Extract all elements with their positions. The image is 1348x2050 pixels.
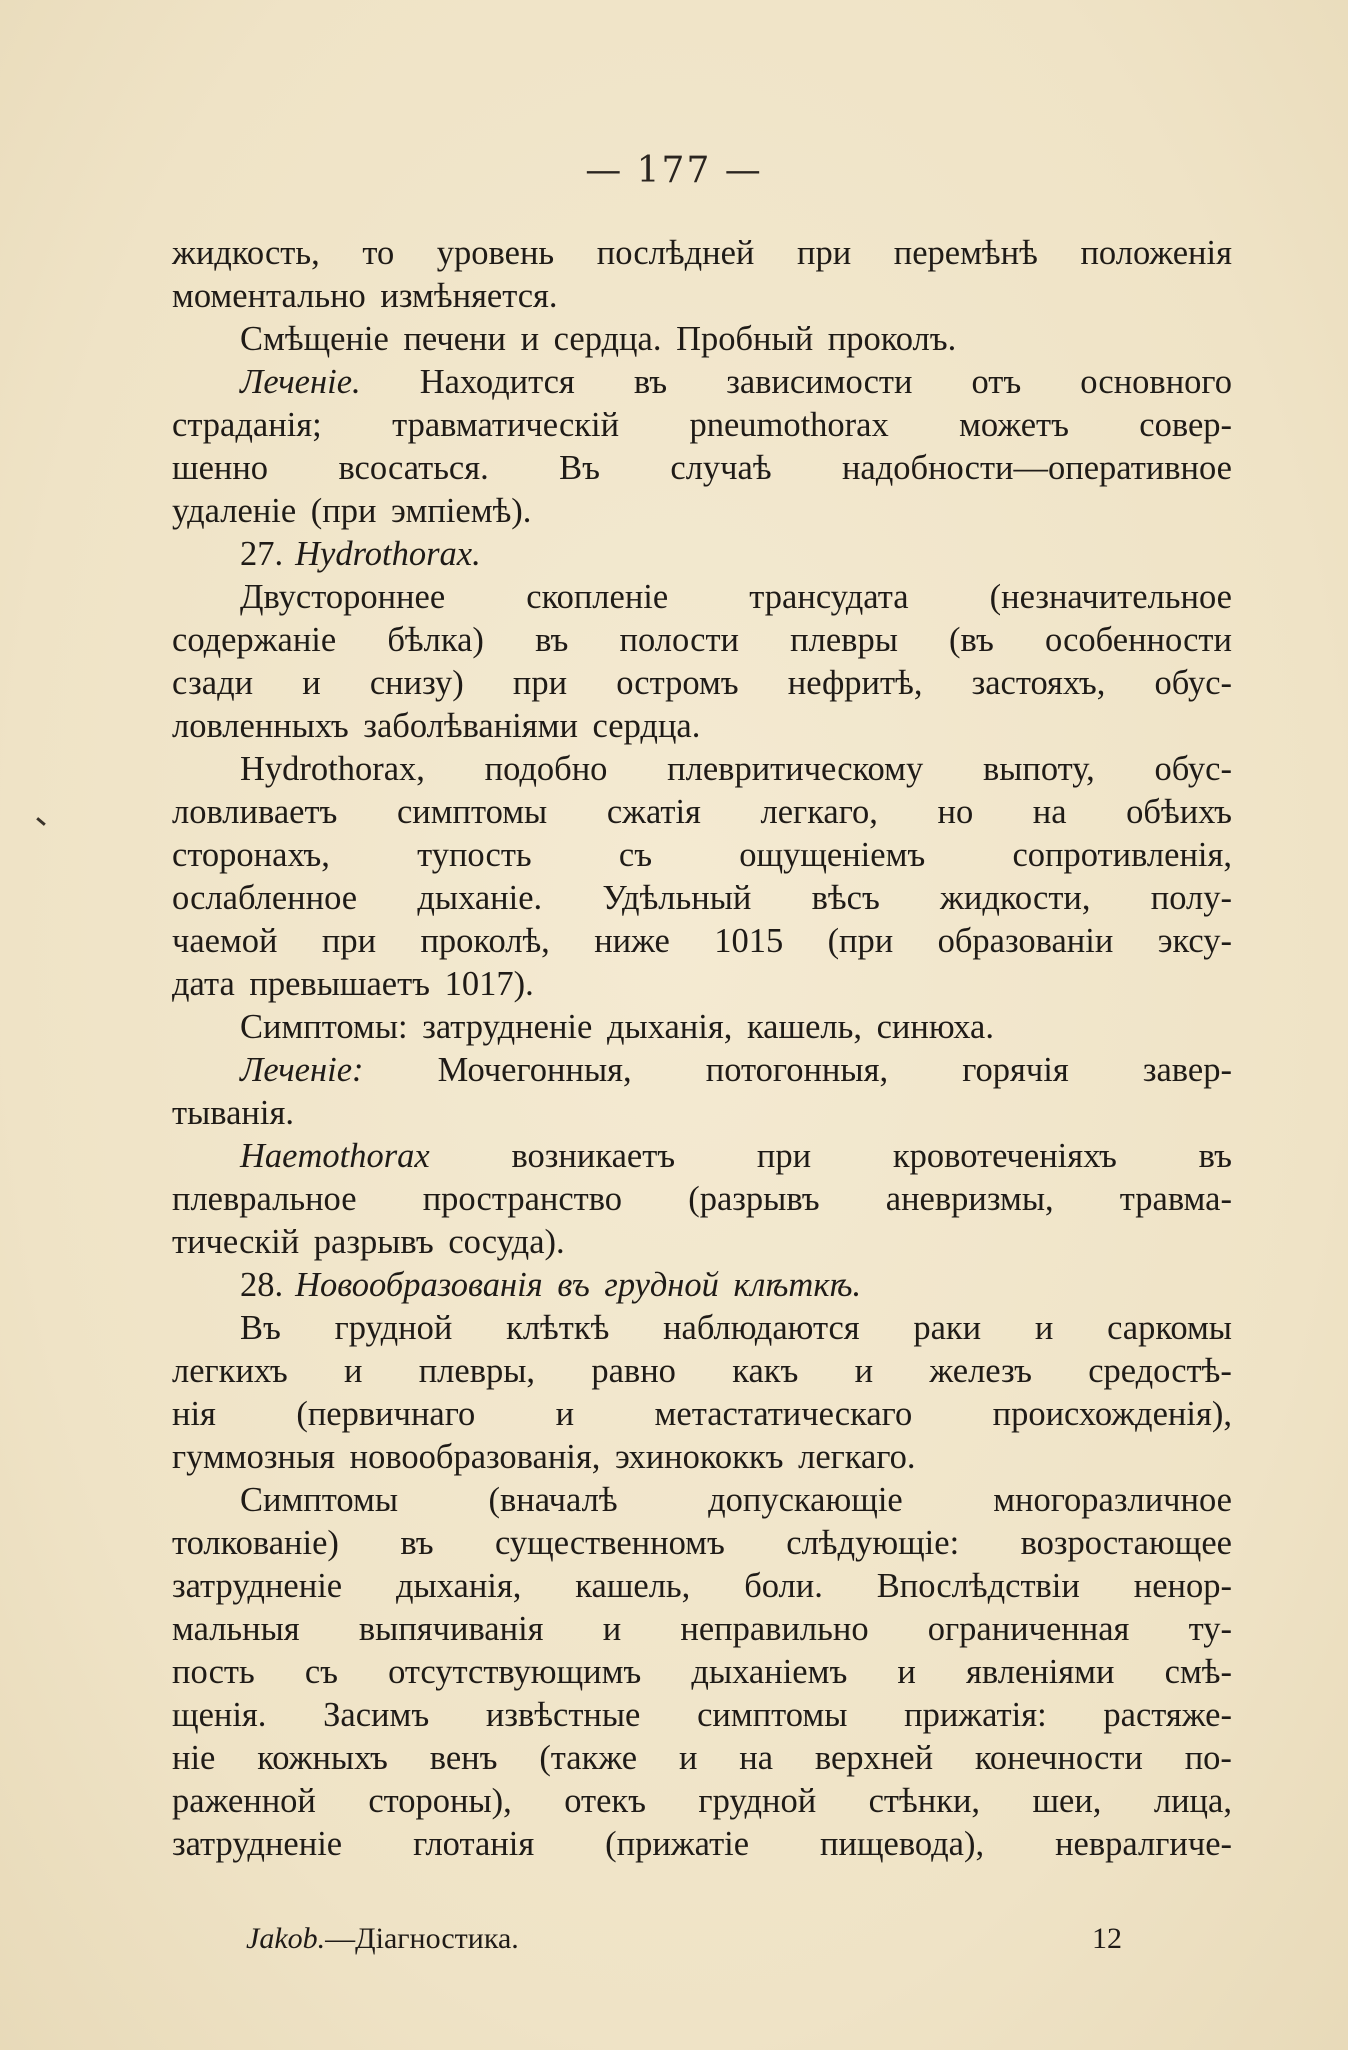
word: дыханіе. [417, 879, 543, 917]
text-line [172, 1780, 1232, 1823]
italic-text: Hydrothorax. [295, 535, 481, 573]
word: жидкости, [940, 879, 1091, 917]
word: въ [400, 1524, 434, 1562]
word: симптомы [697, 1696, 848, 1734]
word: въ [535, 621, 569, 659]
word: плевры, [418, 1352, 536, 1390]
word: прижатія: [904, 1696, 1047, 1734]
word: лица, [1153, 1782, 1232, 1820]
word: многоразличное [993, 1481, 1232, 1519]
word: симптомы [396, 793, 548, 831]
word: сторонахъ, [172, 836, 330, 874]
text-line [172, 662, 1232, 705]
word: случаѣ [670, 449, 772, 487]
word: явленіями [966, 1653, 1115, 1691]
word: по- [1184, 1739, 1232, 1777]
word: стѣнки, [868, 1782, 981, 1820]
word: травматическій [392, 406, 620, 444]
word: надобности—оперативное [841, 449, 1232, 487]
word: возростающее [1020, 1524, 1232, 1562]
word: и [897, 1653, 916, 1691]
word: равно [591, 1352, 676, 1390]
word: ненор- [1133, 1567, 1232, 1605]
word: толкованіе) [172, 1524, 339, 1562]
text-line [172, 1350, 1232, 1393]
word: дыханія, [396, 1567, 522, 1605]
word: саркомы [1107, 1309, 1232, 1347]
word: и [854, 1352, 874, 1390]
word: но [937, 793, 974, 831]
word: особенности [1044, 621, 1232, 659]
word: послѣдней [596, 234, 755, 272]
word: Hydrothorax, [240, 750, 425, 788]
word: скопленіе [526, 578, 669, 616]
word: бѣлка) [387, 621, 484, 659]
word: (разрывъ [688, 1180, 820, 1218]
word: допускающіе [708, 1481, 903, 1519]
word: затрудненіе [172, 1567, 343, 1605]
word: травма- [1119, 1180, 1232, 1218]
word: средостѣ- [1088, 1352, 1232, 1390]
word: (въ [949, 621, 994, 659]
word: при [321, 922, 377, 960]
word: мальныя [172, 1610, 300, 1648]
word: снизу) [369, 664, 464, 702]
word: ловливаетъ [172, 793, 338, 831]
word: смѣ- [1164, 1653, 1232, 1691]
word: легкаго, [760, 793, 878, 831]
word: горячія [962, 1051, 1069, 1089]
word: сзади [172, 664, 254, 702]
word: (незначительное [989, 578, 1232, 616]
word: (прижатіе [605, 1825, 750, 1863]
text-line [172, 1264, 1232, 1307]
word: ослабленное [172, 879, 358, 917]
word: конечности [974, 1739, 1143, 1777]
word: образованіи [937, 922, 1114, 960]
word: съ [304, 1653, 338, 1691]
line-text: моментально измѣняется. [172, 277, 558, 315]
running-footer [246, 1922, 519, 1956]
word: съ [618, 836, 653, 874]
word: отекъ [564, 1782, 646, 1820]
line-text: Симптомы: затрудненіе дыханія, кашель, синюха. [240, 1008, 994, 1046]
word: дыханіемъ [691, 1653, 848, 1691]
word: шенно [172, 449, 269, 487]
word: всосаться. [338, 449, 489, 487]
ink-speck [36, 817, 46, 826]
word: сопротивленія, [1012, 836, 1232, 874]
word: Въ [240, 1309, 281, 1347]
word: потогонныя, [705, 1051, 889, 1089]
word: подобно [484, 750, 608, 788]
text-line [172, 1178, 1232, 1221]
word: ниже [594, 922, 670, 960]
word: растяже- [1103, 1696, 1232, 1734]
italic-text: Леченіе: [240, 1051, 364, 1089]
word: Удѣльный [602, 879, 752, 917]
word: верхней [814, 1739, 934, 1777]
word: 1015 [714, 922, 784, 960]
italic-text: Haemothorax [240, 1137, 430, 1175]
word: обѣихъ [1126, 793, 1232, 831]
word: Въ [559, 449, 600, 487]
word: полу- [1150, 879, 1232, 917]
word: затрудненіе [172, 1825, 343, 1863]
line-text: дата превышаетъ 1017). [172, 965, 534, 1003]
text-line [172, 404, 1232, 447]
word: (первичнаго [296, 1395, 476, 1433]
footer-title: —Діагностика. [325, 1922, 519, 1955]
italic-text: Леченіе. [240, 363, 361, 401]
word: въ [1198, 1137, 1232, 1175]
text-line [172, 1565, 1232, 1608]
word: нефритѣ, [787, 664, 923, 702]
text-line [172, 920, 1232, 963]
text-line [172, 447, 1232, 490]
word: нія [172, 1395, 216, 1433]
word: плевральное [172, 1180, 357, 1218]
word: кожныхъ [257, 1739, 388, 1777]
word: глотанія [413, 1825, 535, 1863]
footer-author: Jakob. [246, 1922, 326, 1955]
word: щенія. [172, 1696, 267, 1734]
word: грудной [334, 1309, 453, 1347]
text-line [172, 1694, 1232, 1737]
text-line [172, 1436, 1232, 1479]
word: остромъ [616, 664, 739, 702]
word: раженной [172, 1782, 316, 1820]
word: Впослѣдствіи [876, 1567, 1080, 1605]
word: отъ [971, 363, 1022, 401]
text-line [172, 1522, 1232, 1565]
word: обус- [1154, 664, 1232, 702]
word: (при [827, 922, 894, 960]
word: существенномъ [495, 1524, 725, 1562]
text-line [172, 533, 1232, 576]
word: и [343, 1352, 363, 1390]
word: кровотеченіяхъ [892, 1137, 1117, 1175]
word: Мочегонныя, [437, 1051, 632, 1089]
body-text [172, 232, 1232, 1866]
word: можетъ [959, 406, 1069, 444]
signature-mark: 12 [1092, 1922, 1122, 1955]
text-line [172, 1221, 1232, 1264]
word: Находится [419, 363, 575, 401]
word: ніе [172, 1739, 216, 1777]
word: завер- [1142, 1051, 1232, 1089]
word: въ [633, 363, 668, 401]
word: вѣсъ [811, 879, 880, 917]
line-text: 28. [240, 1266, 284, 1304]
word: отсутствующимъ [388, 1653, 642, 1691]
text-line [172, 232, 1232, 275]
text-line [172, 1479, 1232, 1522]
text-line [172, 576, 1232, 619]
word: содержаніе [172, 621, 337, 659]
word: раки [913, 1309, 982, 1347]
text-line [172, 1135, 1232, 1178]
word: (вначалѣ [488, 1481, 618, 1519]
word: полости [619, 621, 739, 659]
text-line [172, 963, 1232, 1006]
word: чаемой [172, 922, 278, 960]
word: плевритическому [667, 750, 924, 788]
word: и [1034, 1309, 1054, 1347]
word: пость [172, 1653, 255, 1691]
word: выпячиванія [358, 1610, 544, 1648]
word: и [602, 1610, 622, 1648]
word: перемѣнѣ [893, 234, 1038, 272]
text-line [172, 1823, 1232, 1866]
line-text: ловленныхъ заболѣваніями сердца. [172, 707, 701, 745]
word: проколѣ, [420, 922, 550, 960]
text-line [172, 1651, 1232, 1694]
text-line [172, 791, 1232, 834]
word: основного [1080, 363, 1232, 401]
word: выпоту, [982, 750, 1095, 788]
word: сжатія [606, 793, 701, 831]
text-line [172, 1608, 1232, 1651]
word: возникаетъ [511, 1137, 676, 1175]
line-text: Смѣщеніе печени и сердца. Пробный проколъ. [240, 320, 957, 358]
word: наблюдаются [663, 1309, 860, 1347]
word: уровень [436, 234, 555, 272]
word: Засимъ [323, 1696, 430, 1734]
word: железъ [929, 1352, 1032, 1390]
text-line [172, 748, 1232, 791]
word: извѣстные [485, 1696, 641, 1734]
word: пищевода), [820, 1825, 985, 1863]
word: венъ [429, 1739, 498, 1777]
word: метастатическаго [654, 1395, 913, 1433]
word: и [678, 1739, 698, 1777]
word: ту- [1188, 1610, 1232, 1648]
word: легкихъ [172, 1352, 288, 1390]
word: грудной [698, 1782, 817, 1820]
word: неправильно [680, 1610, 869, 1648]
word: и [555, 1395, 575, 1433]
word: кашель, [575, 1567, 691, 1605]
text-line [172, 619, 1232, 662]
word: аневризмы, [885, 1180, 1054, 1218]
text-line [172, 1006, 1232, 1049]
word: при [796, 234, 852, 272]
word: пространство [422, 1180, 623, 1218]
page-number: — 177 — [585, 150, 763, 191]
word: совер- [1139, 406, 1232, 444]
word: ограниченная [927, 1610, 1130, 1648]
text-line [172, 834, 1232, 877]
text-line [172, 490, 1232, 533]
word: pneumothorax [689, 406, 889, 444]
text-line [172, 275, 1232, 318]
text-line [172, 361, 1232, 404]
word: стороны), [368, 1782, 512, 1820]
line-text: 27. [240, 535, 284, 573]
word: застояхъ, [971, 664, 1106, 702]
word: на [1032, 793, 1067, 831]
word: эксу- [1157, 922, 1232, 960]
word: и [302, 664, 321, 702]
word: трансудата [749, 578, 909, 616]
word: Симптомы [240, 1481, 398, 1519]
text-line [172, 1049, 1232, 1092]
text-line [172, 318, 1232, 361]
word: то [362, 234, 395, 272]
word: (также [539, 1739, 638, 1777]
line-text: тыванія. [172, 1094, 294, 1132]
text-line [172, 1393, 1232, 1436]
word: страданія; [172, 406, 322, 444]
line-text: тическій разрывъ сосуда). [172, 1223, 565, 1261]
word: слѣдующіе: [786, 1524, 960, 1562]
text-line [172, 877, 1232, 920]
word: плевры [790, 621, 898, 659]
text-line [172, 1307, 1232, 1350]
word: какъ [732, 1352, 799, 1390]
word: шеи, [1032, 1782, 1102, 1820]
word: зависимости [726, 363, 913, 401]
text-line [172, 1092, 1232, 1135]
word: тупость [417, 836, 532, 874]
word: ощущеніемъ [739, 836, 926, 874]
word: положенія [1080, 234, 1232, 272]
word: обус- [1154, 750, 1232, 788]
text-line [172, 705, 1232, 748]
italic-text: Новообразованія въ грудной клѣткѣ. [295, 1266, 862, 1304]
word: при [512, 664, 568, 702]
text-line [172, 1737, 1232, 1780]
line-text: гуммозныя новообразованія, эхинококкъ легкаго. [172, 1438, 916, 1476]
word: на [739, 1739, 774, 1777]
word: клѣткѣ [506, 1309, 610, 1347]
word: Двустороннее [240, 578, 446, 616]
word: жидкость, [172, 234, 320, 272]
word: при [756, 1137, 812, 1175]
word: боли. [744, 1567, 823, 1605]
line-text: удаленіе (при эмпіемѣ). [172, 492, 532, 530]
word: невралгиче- [1055, 1825, 1232, 1863]
word: происхожденія), [992, 1395, 1232, 1433]
